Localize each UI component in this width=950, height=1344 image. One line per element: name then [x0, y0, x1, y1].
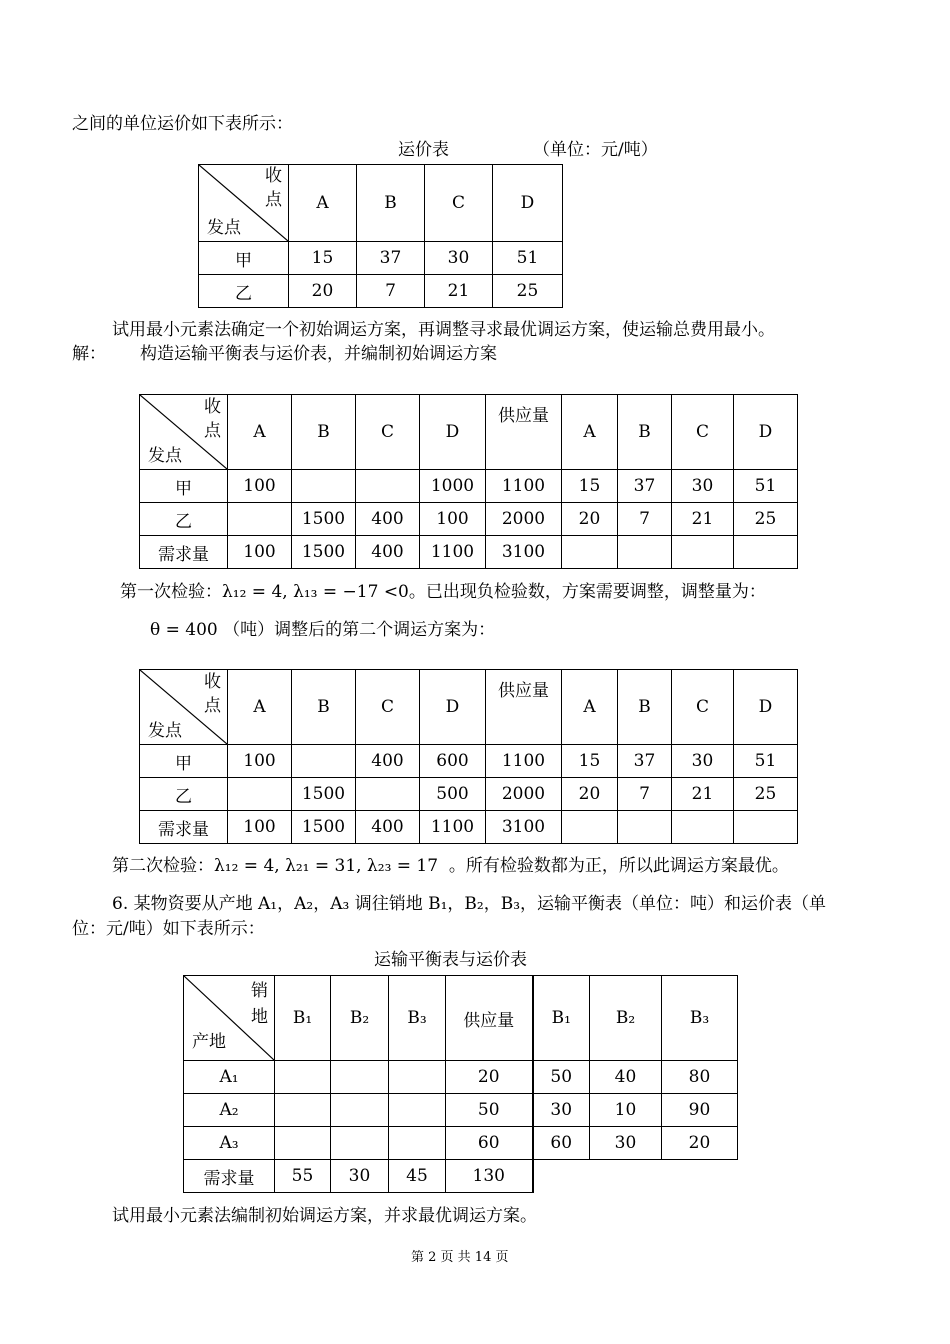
cost-cell: 90 — [662, 1094, 738, 1127]
col-header: D — [493, 165, 563, 242]
solution-text: 构造运输平衡表与运价表，并编制初始调运方案 — [140, 344, 497, 364]
cost-cell: 60 — [533, 1127, 590, 1160]
cell — [331, 1061, 389, 1094]
cell: 100 — [228, 536, 292, 569]
cost-cell: 25 — [734, 503, 798, 536]
table-row — [140, 778, 798, 811]
cost-cell — [672, 811, 734, 844]
supply-cell: 130 — [446, 1160, 533, 1193]
cost-col-header: A — [562, 395, 618, 470]
row-label: A₁ — [184, 1061, 275, 1094]
cost-cell: 15 — [562, 745, 618, 778]
corner-bottom: 发点 — [148, 446, 182, 466]
col-header: B — [292, 395, 356, 470]
col-header: B — [357, 165, 425, 242]
check1-formula: λ₁₂ = 4, λ₁₃ = −17 <0 — [222, 582, 409, 602]
cell: 1500 — [292, 503, 356, 536]
supply-header: 供应量 — [486, 670, 562, 745]
final-question: 试用最小元素法编制初始调运方案，并求最优调运方案。 — [112, 1206, 537, 1226]
cost-cell — [672, 536, 734, 569]
cost-cell — [618, 536, 672, 569]
cell — [389, 1094, 446, 1127]
cell — [389, 1127, 446, 1160]
col-header: D — [420, 670, 486, 745]
cost-cell — [734, 811, 798, 844]
cost-cell: 21 — [672, 778, 734, 811]
supply-cell: 20 — [446, 1061, 533, 1094]
table-row — [140, 811, 798, 844]
cost-cell: 10 — [590, 1094, 662, 1127]
table-row — [199, 242, 563, 275]
cost-cell: 50 — [533, 1061, 590, 1094]
table1-title: 运价表 — [398, 140, 449, 160]
cost-cell: 51 — [734, 745, 798, 778]
col-header: A — [228, 670, 292, 745]
col-header: A — [289, 165, 357, 242]
cell: 500 — [420, 778, 486, 811]
cell — [275, 1094, 331, 1127]
supply-cell: 3100 — [486, 811, 562, 844]
table-row — [140, 503, 798, 536]
col-header: B₂ — [331, 976, 389, 1061]
supply-cell: 2000 — [486, 503, 562, 536]
cost-col-header: D — [734, 395, 798, 470]
page-footer: 第 2 页 共 14 页 — [411, 1250, 509, 1265]
corner-top1: 销 — [251, 981, 268, 1001]
cell: 30 — [331, 1160, 389, 1193]
cost-col-header: B₃ — [662, 976, 738, 1061]
cost-cell: 30 — [672, 470, 734, 503]
supply-cell: 1100 — [486, 470, 562, 503]
row-label: 甲 — [140, 470, 228, 503]
col-header: C — [356, 670, 420, 745]
cell: 1500 — [292, 536, 356, 569]
cost-cell: 7 — [618, 778, 672, 811]
cost-cell: 80 — [662, 1061, 738, 1094]
cell — [356, 470, 420, 503]
cost-cell: 30 — [672, 745, 734, 778]
corner-header — [140, 670, 228, 745]
cost-cell: 40 — [590, 1061, 662, 1094]
cell: 55 — [275, 1160, 331, 1193]
intro-text: 之间的单位运价如下表所示： — [72, 114, 293, 134]
cell: 100 — [228, 745, 292, 778]
balance-cost-table — [183, 975, 738, 1193]
row-label: 乙 — [199, 275, 289, 308]
supply-cell: 50 — [446, 1094, 533, 1127]
table-row — [140, 745, 798, 778]
cell: 100 — [228, 811, 292, 844]
cost-col-header: B₁ — [533, 976, 590, 1061]
table1-unit: （单位：元/吨） — [533, 140, 658, 160]
row-label: 需求量 — [184, 1160, 275, 1193]
cell: 45 — [389, 1160, 446, 1193]
supply-cell: 3100 — [486, 536, 562, 569]
col-header: B₃ — [389, 976, 446, 1061]
corner-top2: 点 — [204, 421, 221, 441]
corner-top2: 点 — [265, 190, 282, 210]
check2-line — [112, 858, 789, 875]
cell — [292, 470, 356, 503]
check1-line — [120, 584, 766, 601]
table-row — [184, 1061, 738, 1094]
table-row — [184, 1127, 738, 1160]
cell: 1500 — [292, 778, 356, 811]
cost-cell: 15 — [562, 470, 618, 503]
cost-col-header: B₂ — [590, 976, 662, 1061]
table-row — [140, 536, 798, 569]
corner-top2: 点 — [204, 696, 221, 716]
check1-suffix: 。已出现负检验数，方案需要调整，调整量为： — [408, 582, 766, 602]
col-header: D — [420, 395, 486, 470]
theta-text: （吨）调整后的第二个调运方案为： — [223, 620, 496, 640]
col-header: C — [425, 165, 493, 242]
problem6-line1: 6. 某物资要从产地 A₁，A₂，A₃ 调往销地 B₁，B₂，B₃，运输平衡表（单位：吨）和运价表（单 — [112, 894, 827, 914]
cost-col-header: B — [618, 670, 672, 745]
theta-formula: θ = 400 — [150, 620, 218, 640]
cost-cell: 20 — [662, 1127, 738, 1160]
cost-col-header: D — [734, 670, 798, 745]
cell — [356, 778, 420, 811]
cost-cell — [562, 536, 618, 569]
cost-col-header: A — [562, 670, 618, 745]
cell: 7 — [357, 275, 425, 308]
check1-prefix: 第一次检验： — [120, 582, 222, 602]
cost-cell: 30 — [533, 1094, 590, 1127]
cost-cell — [734, 536, 798, 569]
second-plan-table — [139, 669, 798, 844]
corner-top1: 收 — [204, 397, 221, 417]
cost-cell: 30 — [590, 1127, 662, 1160]
cell — [331, 1094, 389, 1127]
row-label: A₃ — [184, 1127, 275, 1160]
cost-cell: 20 — [562, 503, 618, 536]
corner-header — [184, 976, 275, 1061]
table-row — [140, 470, 798, 503]
cell: 1100 — [420, 536, 486, 569]
initial-plan-table — [139, 394, 798, 569]
cost-cell: 25 — [734, 778, 798, 811]
cost-cell: 20 — [562, 778, 618, 811]
cost-col-header: C — [672, 395, 734, 470]
table-row — [184, 1094, 738, 1127]
freight-rate-table — [198, 164, 563, 308]
row-label: 乙 — [140, 778, 228, 811]
cell: 600 — [420, 745, 486, 778]
cell: 1100 — [420, 811, 486, 844]
cell: 400 — [356, 811, 420, 844]
check2-suffix: 。所有检验数都为正，所以此调运方案最优。 — [448, 856, 789, 876]
row-label: 甲 — [199, 242, 289, 275]
cell — [389, 1061, 446, 1094]
check2-prefix: 第二次检验： — [112, 856, 214, 876]
cost-cell: 7 — [618, 503, 672, 536]
row-label: 甲 — [140, 745, 228, 778]
theta-line — [150, 622, 495, 639]
cell: 20 — [289, 275, 357, 308]
cell — [228, 503, 292, 536]
supply-header: 供应量 — [486, 395, 562, 470]
corner-top2: 地 — [251, 1007, 268, 1027]
cell: 51 — [493, 242, 563, 275]
corner-bottom: 发点 — [207, 218, 241, 238]
cell: 15 — [289, 242, 357, 275]
cell: 1500 — [292, 811, 356, 844]
table-row — [184, 1160, 738, 1193]
cell: 21 — [425, 275, 493, 308]
cost-cell: 51 — [734, 470, 798, 503]
cell: 400 — [356, 503, 420, 536]
empty-cell — [662, 1160, 738, 1193]
check2-formula: λ₁₂ = 4, λ₂₁ = 31, λ₂₃ = 17 — [214, 856, 439, 876]
problem6-line2: 位：元/吨）如下表所示： — [72, 919, 265, 939]
cell: 400 — [356, 536, 420, 569]
col-header: B₁ — [275, 976, 331, 1061]
cell: 30 — [425, 242, 493, 275]
row-label: A₂ — [184, 1094, 275, 1127]
table4-title: 运输平衡表与运价表 — [374, 950, 527, 970]
question-text: 试用最小元素法确定一个初始调运方案，再调整寻求最优调运方案，使运输总费用最小。 — [112, 320, 775, 340]
row-label: 乙 — [140, 503, 228, 536]
supply-header: 供应量 — [446, 976, 533, 1061]
cell: 37 — [357, 242, 425, 275]
table-row — [199, 275, 563, 308]
col-header: A — [228, 395, 292, 470]
corner-top1: 收 — [204, 672, 221, 692]
cell — [228, 778, 292, 811]
cost-cell: 37 — [618, 745, 672, 778]
cell — [275, 1127, 331, 1160]
supply-cell: 2000 — [486, 778, 562, 811]
corner-top1: 收 — [265, 166, 282, 186]
empty-cell — [590, 1160, 662, 1193]
cell — [275, 1061, 331, 1094]
corner-header — [140, 395, 228, 470]
cell: 100 — [420, 503, 486, 536]
cost-cell — [562, 811, 618, 844]
cost-col-header: B — [618, 395, 672, 470]
col-header: C — [356, 395, 420, 470]
row-label: 需求量 — [140, 536, 228, 569]
cell: 100 — [228, 470, 292, 503]
solution-label: 解： — [72, 344, 106, 364]
cost-cell — [618, 811, 672, 844]
cost-col-header: C — [672, 670, 734, 745]
corner-bottom: 发点 — [148, 721, 182, 741]
corner-header — [199, 165, 289, 242]
cell: 1000 — [420, 470, 486, 503]
cell: 25 — [493, 275, 563, 308]
cell: 400 — [356, 745, 420, 778]
supply-cell: 60 — [446, 1127, 533, 1160]
cell — [331, 1127, 389, 1160]
cost-cell: 37 — [618, 470, 672, 503]
cost-cell: 21 — [672, 503, 734, 536]
corner-bottom: 产地 — [192, 1032, 226, 1052]
cell — [292, 745, 356, 778]
col-header: B — [292, 670, 356, 745]
row-label: 需求量 — [140, 811, 228, 844]
empty-cell — [533, 1160, 590, 1193]
supply-cell: 1100 — [486, 745, 562, 778]
